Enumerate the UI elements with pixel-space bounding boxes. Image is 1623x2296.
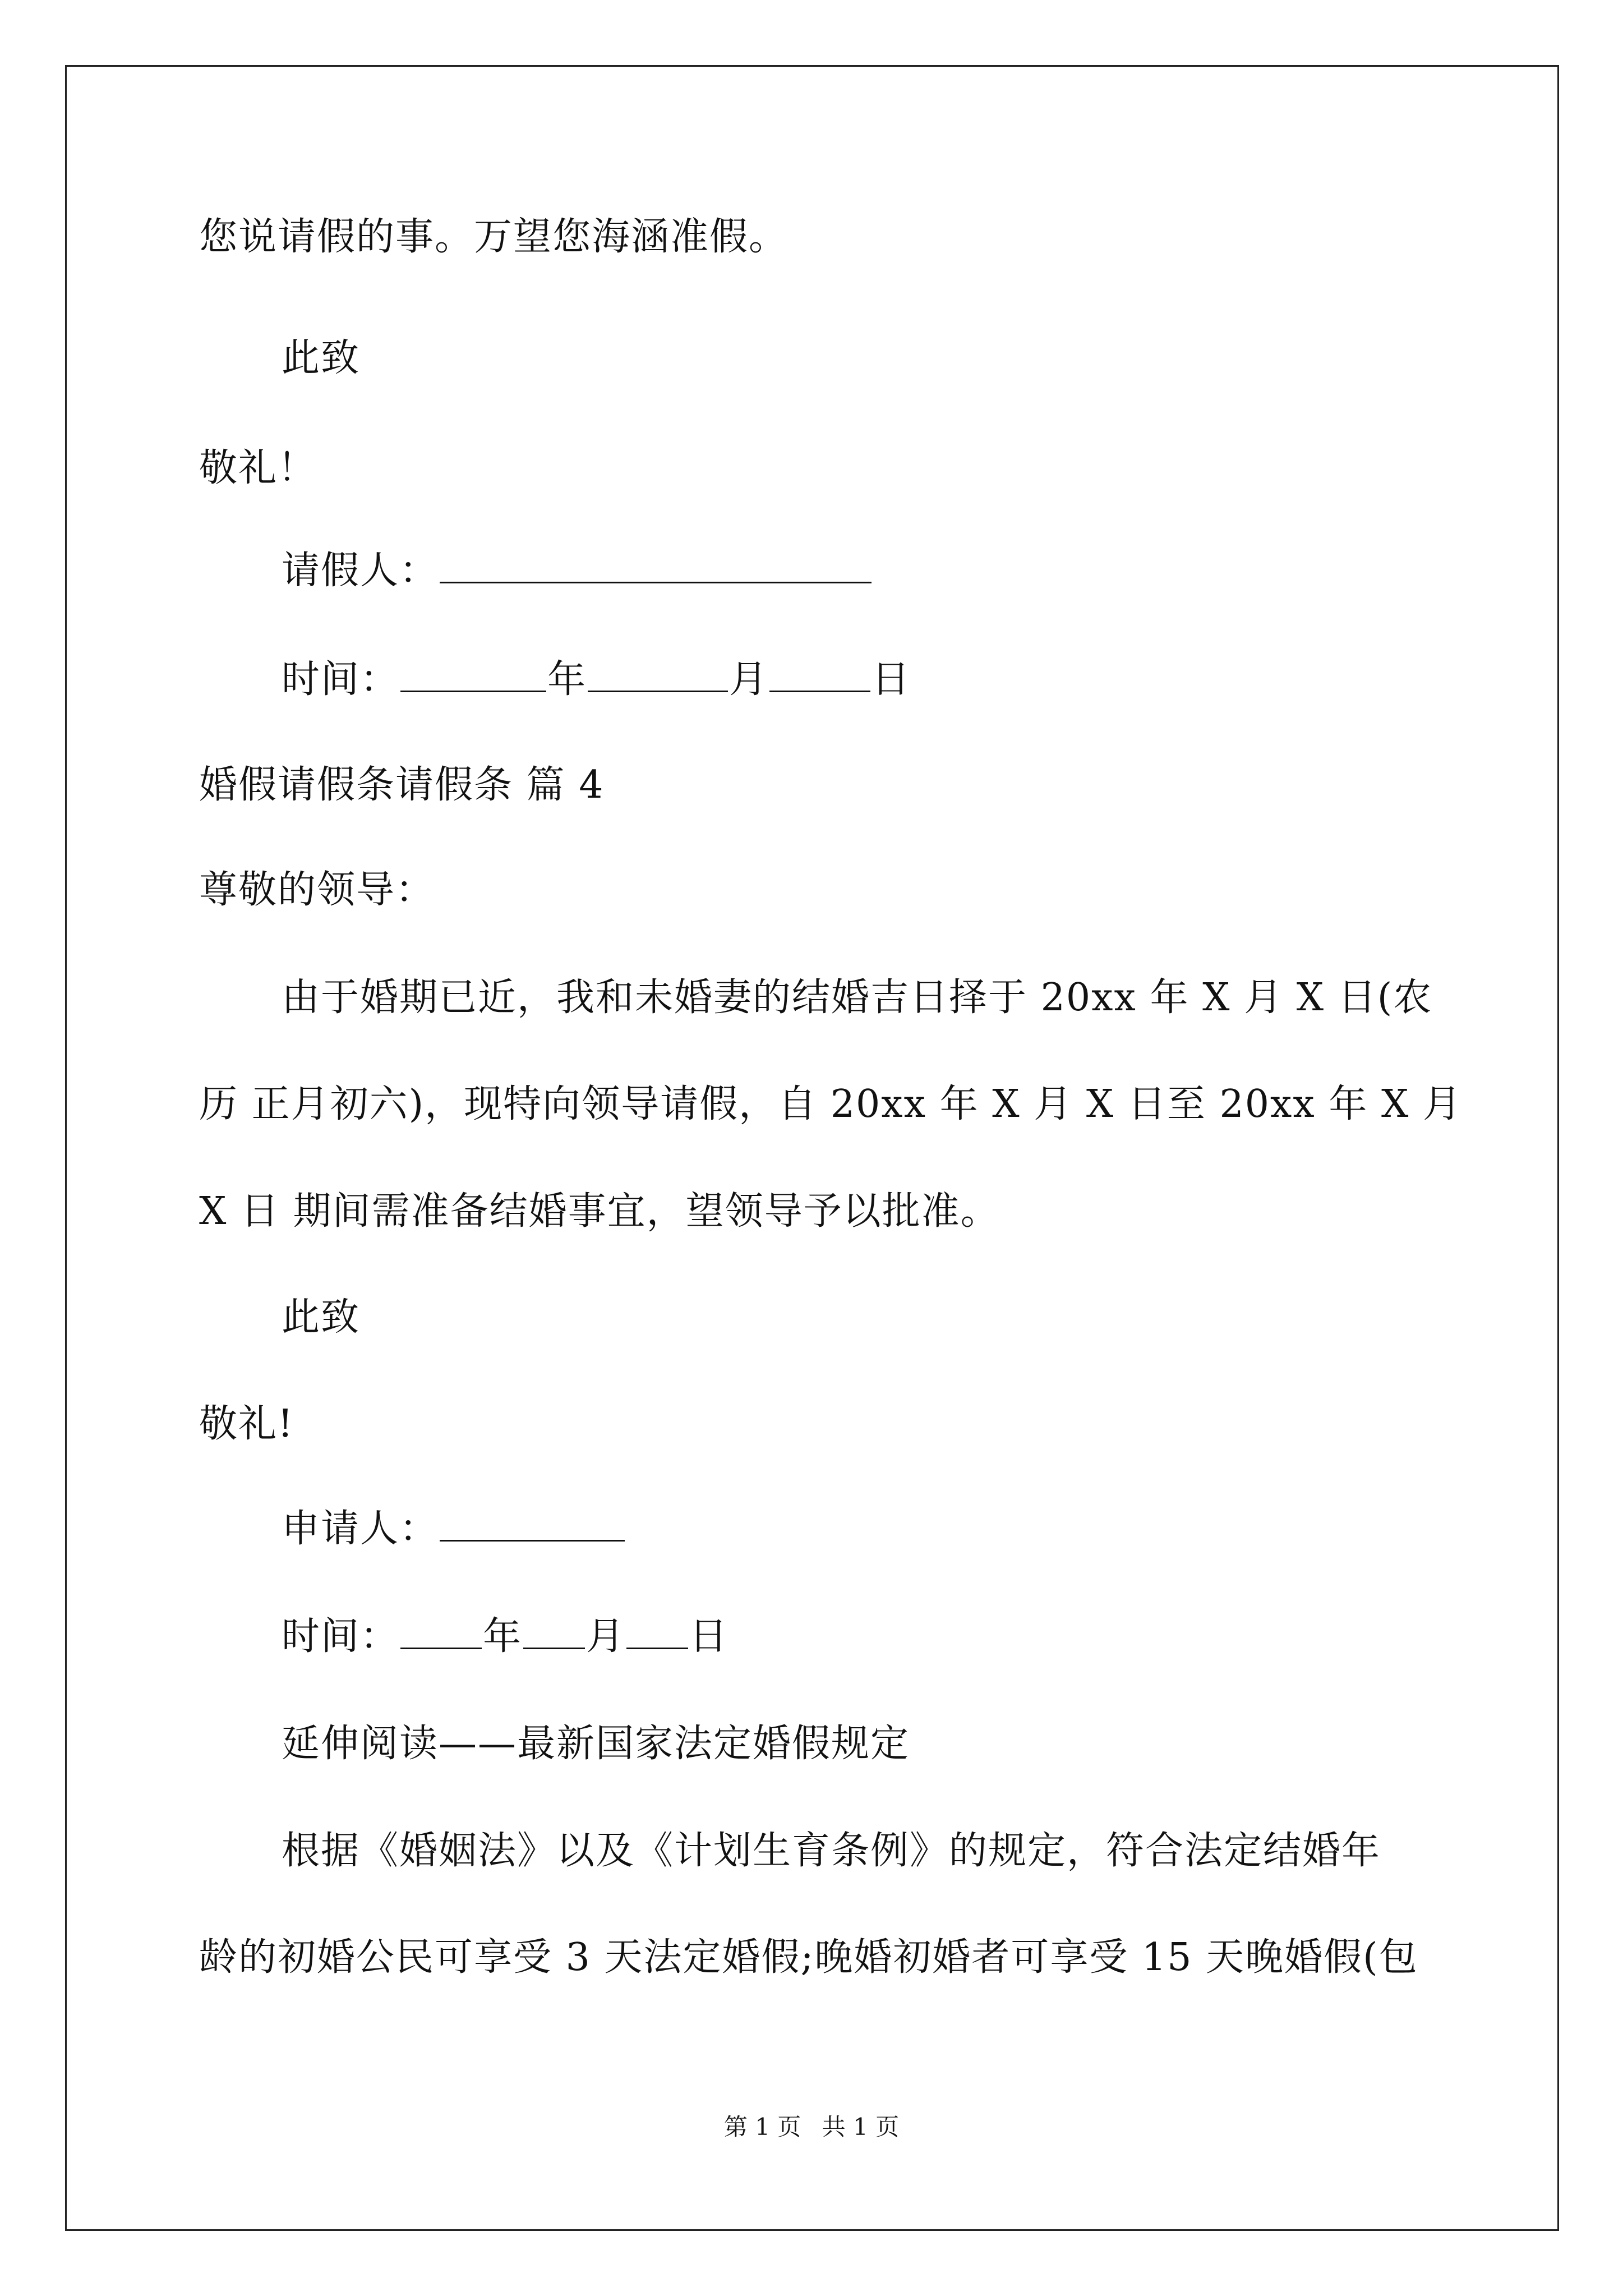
month-label: 月: [729, 657, 769, 702]
signature-label: 请假人：: [282, 549, 439, 593]
page-border: [65, 65, 1559, 2231]
signature-line: [282, 549, 873, 593]
page-number: 第 1 页: [723, 2113, 801, 2141]
year-label: 年: [483, 1614, 523, 1659]
month-blank: [523, 1615, 585, 1649]
applicant-line: [282, 1507, 626, 1552]
page-total: 共 1 页: [822, 2113, 900, 2141]
day-blank: [769, 658, 870, 692]
closing-line: 此致: [282, 1295, 361, 1340]
addressee-line: 尊敬的领导：: [199, 868, 435, 912]
body-line: 您说请假的事。万望您海涵准假。: [199, 215, 789, 259]
day-label: 日: [689, 1614, 729, 1659]
extended-reading-heading: 延伸阅读——最新国家法定婚假规定: [282, 1722, 910, 1766]
year-blank: [400, 1615, 482, 1649]
day-label: 日: [872, 657, 911, 702]
year-blank: [400, 658, 546, 692]
body-line: 龄的初婚公民可享受 3 天法定婚假;晚婚初婚者可享受 15 天晚婚假(包: [199, 1935, 1418, 1980]
salutation-line: 敬礼!: [199, 1402, 294, 1446]
page-footer: [0, 2113, 1623, 2141]
date-line: [282, 657, 911, 702]
month-label: 月: [586, 1614, 626, 1659]
applicant-label: 申请人：: [282, 1507, 439, 1551]
date-label: 时间：: [282, 1614, 400, 1659]
day-blank: [626, 1615, 688, 1649]
section-heading: 婚假请假条请假条 篇 4: [199, 763, 605, 807]
month-blank: [588, 658, 728, 692]
date-label: 时间：: [282, 657, 400, 702]
body-line: 历 正月初六)，现特向领导请假，自 20xx 年 X 月 X 日至 20xx 年 X 月: [199, 1082, 1462, 1126]
closing-line: 此致: [282, 336, 361, 380]
date-line: [282, 1614, 728, 1659]
body-line: 根据《婚姻法》以及《计划生育条例》的规定，符合法定结婚年: [282, 1829, 1381, 1873]
year-label: 年: [547, 657, 587, 702]
body-line: X 日 期间需准备结婚事宜，望领导予以批准。: [199, 1189, 1000, 1234]
applicant-blank: [440, 1507, 625, 1542]
signature-blank: [440, 549, 872, 583]
body-line: 由于婚期已近，我和未婚妻的结婚吉日择于 20xx 年 X 月 X 日(农: [282, 976, 1433, 1020]
salutation-line: 敬礼！: [199, 446, 317, 490]
